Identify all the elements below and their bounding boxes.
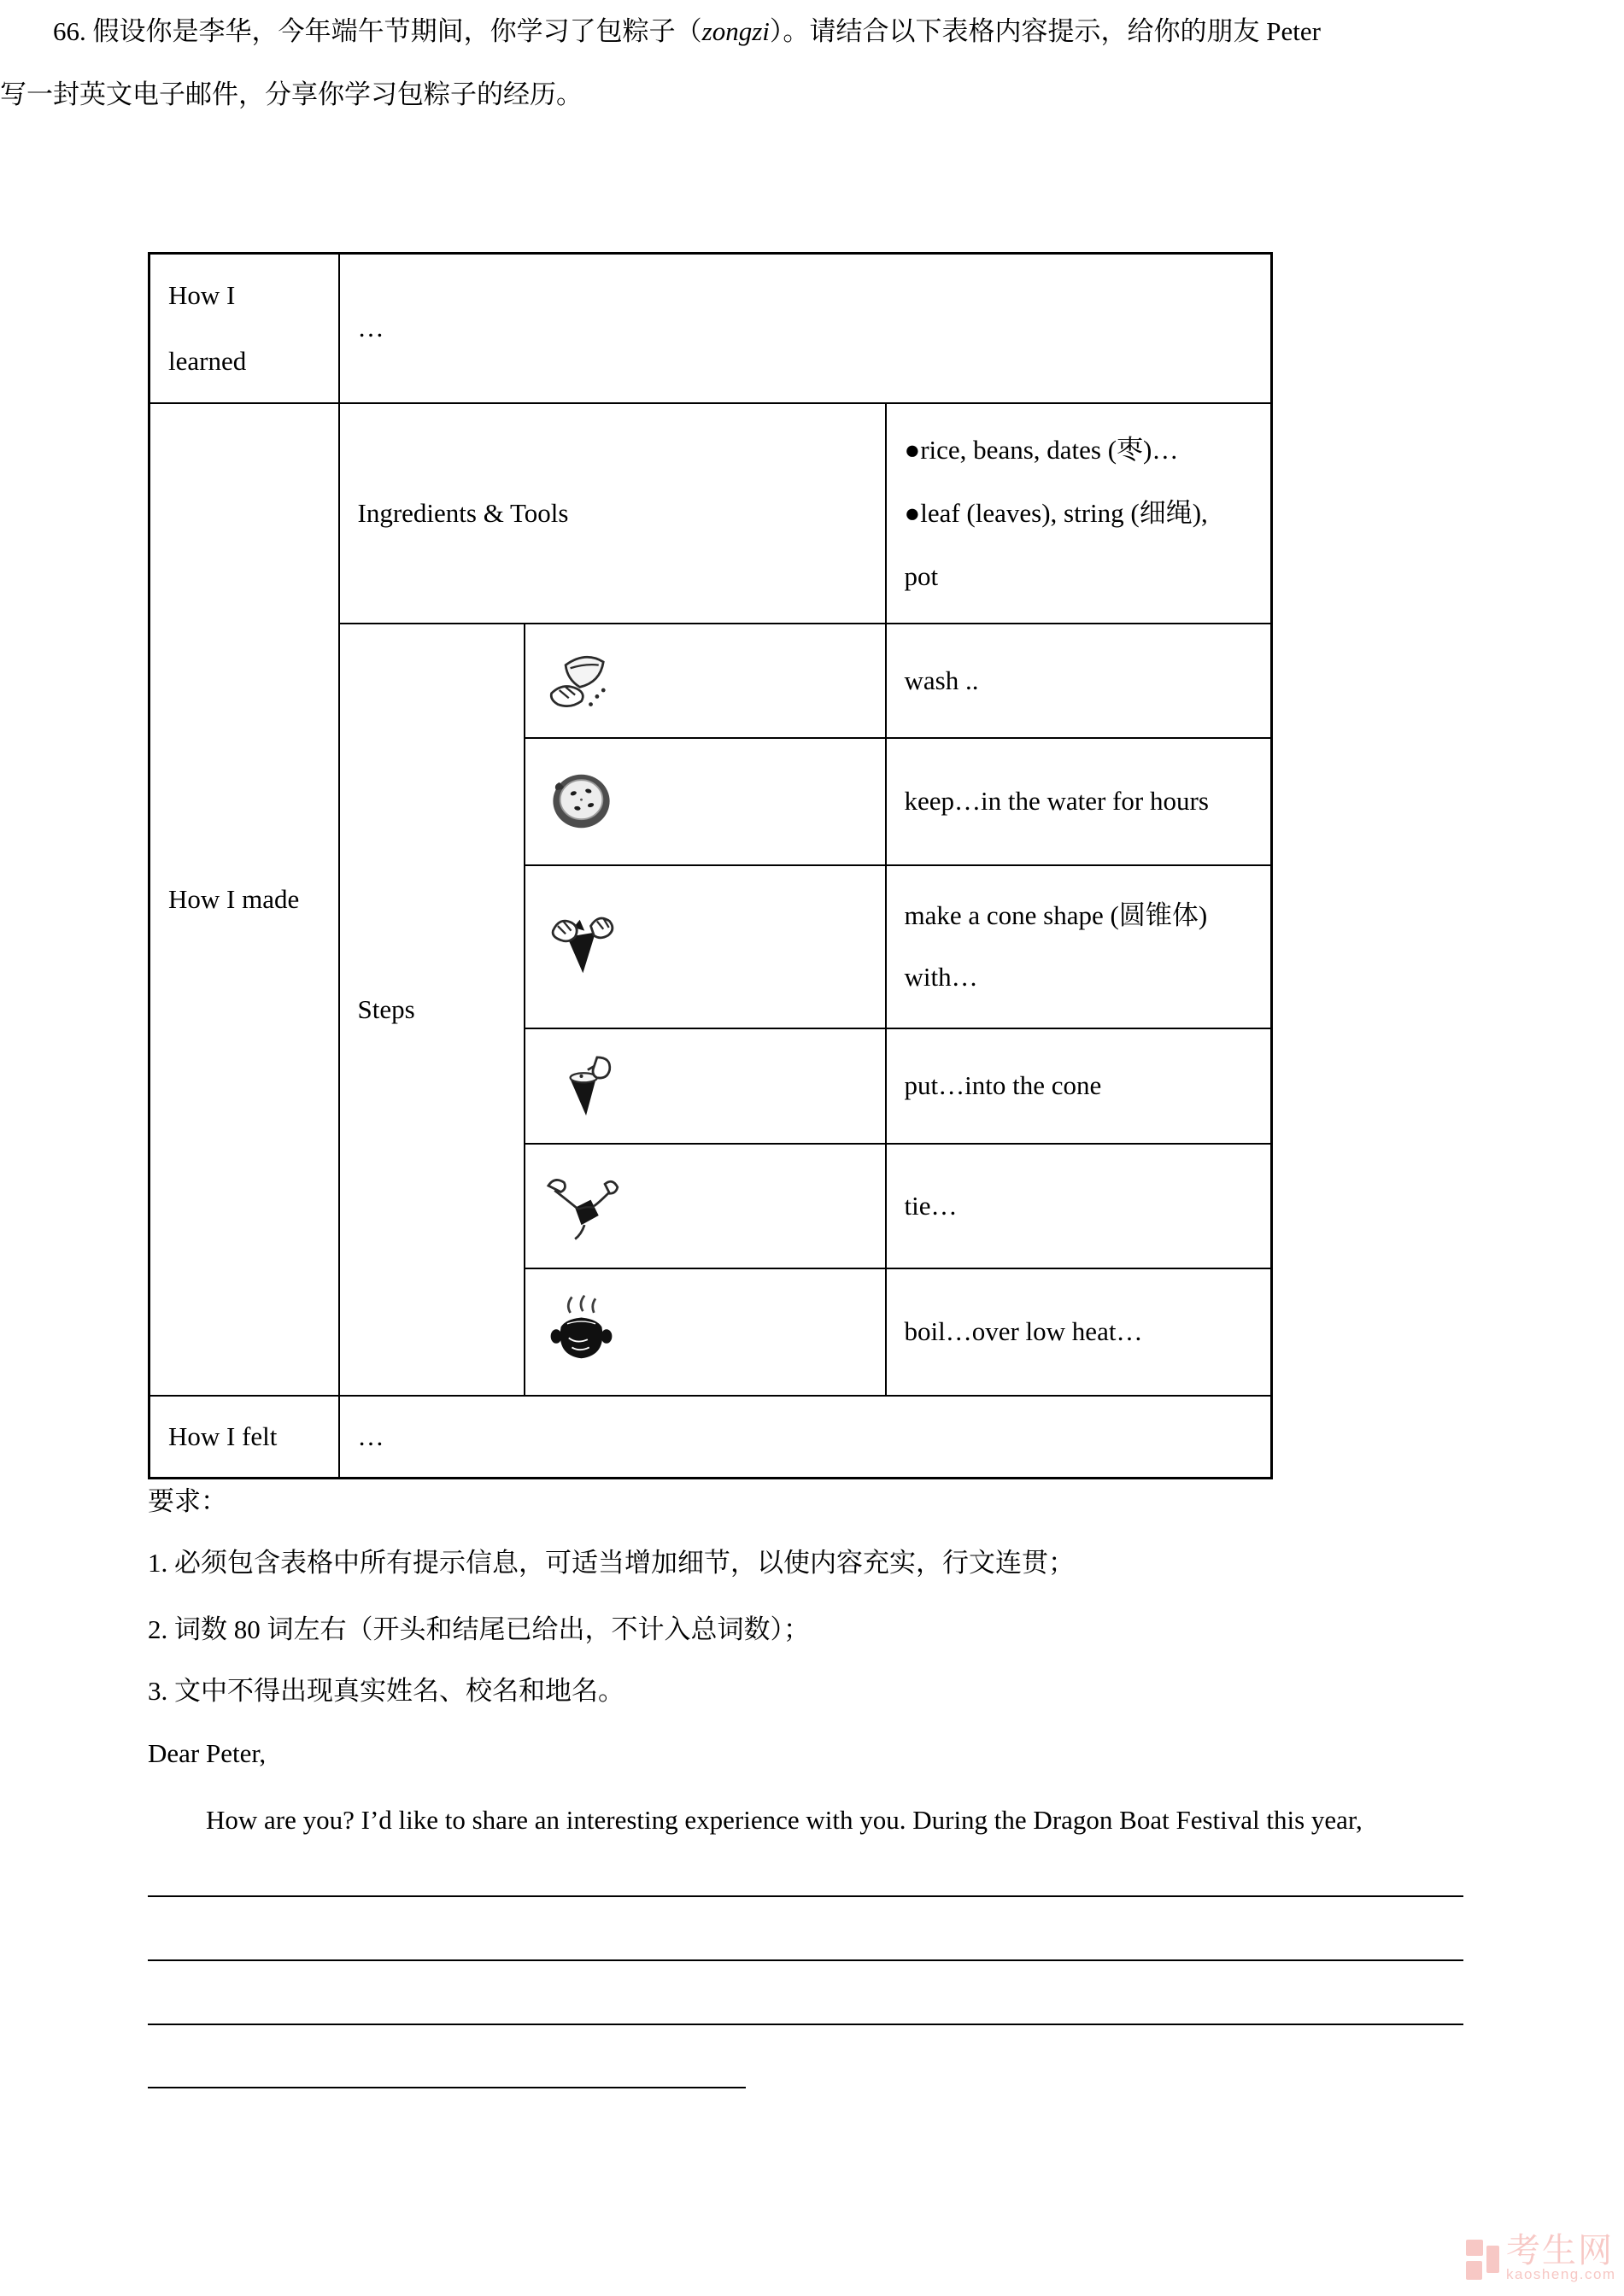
requirement-item-3: 3. 文中不得出现真实姓名、校名和地名。 (148, 1676, 624, 1706)
letter-opening-line: How are you? I’d like to share an interesting experience with you. During the Dragon Boat Festival this year, (206, 1805, 1363, 1835)
ingredient-line: ●leaf (leaves), string (细绳), (904, 497, 1208, 528)
fill-cone-icon (541, 1046, 622, 1125)
watermark-text (1506, 2231, 1616, 2282)
step-text-cell: make a cone shape (圆锥体) with… (886, 865, 1272, 1028)
tie-string-icon (541, 1167, 622, 1245)
ingredient-line: ●rice, beans, dates (枣)… (904, 434, 1179, 465)
letter-salutation: Dear Peter, (148, 1738, 267, 1768)
table-row (150, 254, 1272, 403)
soaking-bowl-icon (541, 762, 622, 840)
how-learned-label-line2: learned (168, 346, 247, 377)
step-image-cell (525, 1268, 886, 1396)
washing-hands-icon (541, 641, 622, 720)
task-number: 66. (53, 16, 86, 46)
watermark-site-url: kaosheng.com (1506, 2266, 1616, 2282)
task-prompt (0, 0, 1321, 126)
step-image-cell (525, 624, 886, 738)
requirement-item-2: 2. 词数 80 词左右（开头和结尾已给出，不计入总词数）； (148, 1614, 810, 1644)
watermark-site-name: 考生网 (1506, 2231, 1614, 2270)
how-learned-label-cell (150, 254, 339, 403)
task-italic-word: zongzi (701, 16, 770, 46)
table-row (150, 1396, 1272, 1479)
ingredients-label-cell: Ingredients & Tools (339, 403, 886, 624)
fold-cone-icon (541, 907, 622, 986)
step-text-cell: tie… (886, 1144, 1272, 1268)
how-felt-value-cell: … (339, 1396, 1272, 1479)
task-text-part1: 假设你是李华，今年端午节期间，你学习了包粽子（ (92, 16, 702, 46)
steps-label-cell: Steps (339, 624, 525, 1396)
writing-line (148, 2024, 1463, 2025)
writing-line (148, 2087, 746, 2088)
writing-line (148, 1959, 1463, 1961)
step-image-cell (525, 1028, 886, 1144)
how-learned-label-line1: How I (168, 280, 236, 311)
how-felt-label-cell: How I felt (150, 1396, 339, 1479)
step-image-cell (525, 1144, 886, 1268)
how-learned-value-cell: … (339, 254, 1272, 403)
how-made-label-cell: How I made (150, 403, 339, 1396)
task-text-part2: ）。请结合以下表格内容提示，给你的朋友 Peter 写一封英文电子邮件，分享你学习包粽子的经历。 (0, 16, 1322, 109)
step-image-cell (525, 865, 886, 1028)
ingredient-line: pot (904, 560, 939, 591)
site-watermark (1466, 2231, 1616, 2282)
step-image-cell (525, 738, 886, 865)
boil-pot-icon (541, 1292, 622, 1371)
table-row (150, 403, 1272, 624)
step-text-cell: keep…in the water for hours (886, 738, 1272, 865)
requirements-heading: 要求： (148, 1486, 227, 1516)
step-text-cell: put…into the cone (886, 1028, 1272, 1144)
ingredients-list-cell (886, 403, 1272, 624)
step-text-cell: wash .. (886, 624, 1272, 738)
requirement-item-1: 1. 必须包含表格中所有提示信息，可适当增加细节，以使内容充实，行文连贯； (148, 1548, 1075, 1578)
hint-table (148, 252, 1273, 1479)
writing-line (148, 1895, 1463, 1897)
step-text-cell: boil…over low heat… (886, 1268, 1272, 1396)
kaosheng-logo-icon (1466, 2240, 1502, 2281)
